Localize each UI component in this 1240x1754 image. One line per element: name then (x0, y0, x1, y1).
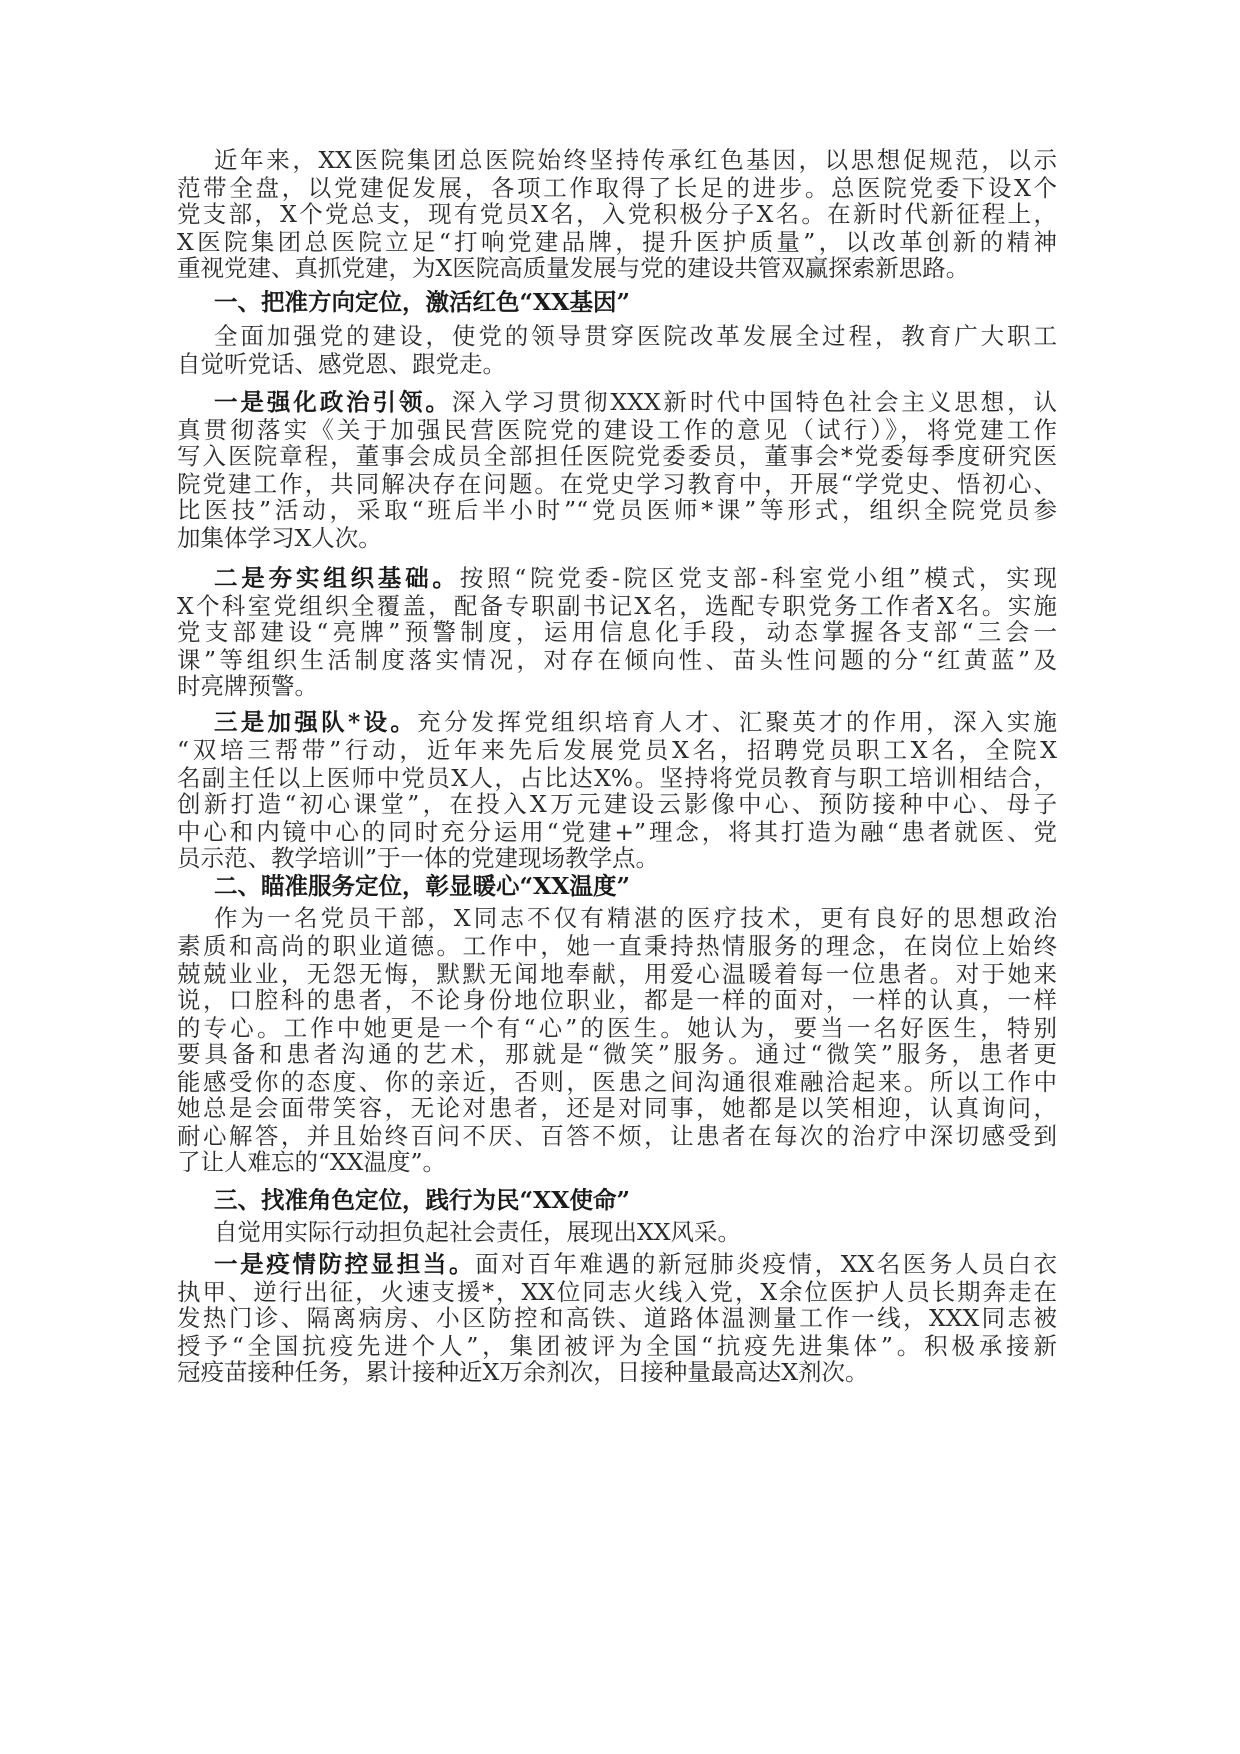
line-text: 说，口腔科的患者，不论身份地位职业，都是一样的面对，一样的认真，一样 (177, 986, 1057, 1014)
paragraph-line (214, 388, 1057, 416)
line-text: 党支部建设“亮牌”预警制度，运用信息化手段，动态掌握各支部“三会一 (177, 618, 1057, 646)
paragraph-line (177, 960, 1057, 988)
line-text: 比医技”活动，采取“班后半小时”“党员医师*课”等形式，组织全院党员参 (177, 496, 1057, 524)
line-text: 一、把准方向定位，激活红色“XX基因” (214, 288, 631, 316)
line-text: 执甲、逆行出征，火速支援*，XX位同志火线入党，X余位医护人员长期奔走在 (177, 1278, 1057, 1306)
paragraph-line (177, 442, 1057, 470)
line-text: 自觉用实际行动担负起社会责任，展现出XX风采。 (214, 1218, 741, 1246)
line-text: 范带全盘，以党建促发展，各项工作取得了长足的进步。总医院党委下设X个 (177, 174, 1057, 202)
line-text: 时亮牌预警。 (177, 672, 318, 700)
section-heading (214, 288, 1057, 316)
line-text: 授予“全国抗疫先进个人”，集团被评为全国“抗疫先进集体”。积极承接新 (177, 1332, 1057, 1360)
paragraph-line (177, 672, 1057, 700)
line-text: 写入医院章程，董事会成员全部担任医院党委委员，董事会*党委每季度研究医 (177, 442, 1057, 470)
line-text: 员示范、教学培训”于一体的党建现场教学点。 (177, 844, 660, 872)
line-text: “双培三帮带”行动，近年来先后发展党员X名，招聘党员职工X名，全院X (177, 736, 1057, 764)
line-text: 深入学习贯彻XXX新时代中国特色社会主义思想，认 (451, 388, 1057, 416)
line-text: 能感受你的态度、你的亲近，否则，医患之间沟通很难融洽起来。所以工作中 (177, 1068, 1057, 1096)
paragraph-lead: 三是加强队*设。 (214, 708, 418, 736)
paragraph-line (214, 708, 1057, 736)
paragraph-line (177, 1094, 1057, 1122)
line-text: 全面加强党的建设，使党的领导贯穿医院改革发展全过程，教育广大职工 (214, 322, 1057, 350)
line-text: 她总是会面带笑容，无论对患者，还是对同事，她都是以笑相迎，认真询问， (177, 1094, 1057, 1122)
line-text: 创新打造“初心课堂”，在投入X万元建设云影像中心、预防接种中心、母子 (177, 790, 1057, 818)
paragraph-line (214, 1218, 1057, 1246)
line-text: 发热门诊、隔离病房、小区防控和高铁、道路体温测量工作一线，XXX同志被 (177, 1304, 1057, 1332)
paragraph-line (177, 618, 1057, 646)
paragraph-line (177, 228, 1057, 256)
paragraph-line (177, 200, 1057, 228)
paragraph-line (214, 904, 1057, 932)
line-text: X医院集团总医院立足“打响党建品牌，提升医护质量”，以改革创新的精神 (177, 228, 1057, 256)
line-text: 近年来，XX医院集团总医院始终坚持传承红色基因，以思想促规范，以示 (214, 146, 1057, 174)
line-text: 党支部，X个党总支，现有党员X名，入党积极分子X名。在新时代新征程上， (177, 200, 1057, 228)
line-text: 面对百年难遇的新冠肺炎疫情，XX名医务人员白衣 (475, 1250, 1057, 1278)
line-text: 加集体学习X人次。 (177, 524, 382, 552)
line-text: 按照“院党委-院区党支部-科室党小组”模式，实现 (459, 564, 1057, 592)
paragraph-line (177, 1040, 1057, 1068)
paragraph-line (177, 764, 1057, 792)
line-text: 二、瞄准服务定位，彰显暖心“XX温度” (214, 872, 631, 900)
paragraph-line (177, 1304, 1057, 1332)
paragraph-line (177, 1122, 1057, 1150)
paragraph-line (177, 1278, 1057, 1306)
paragraph-line (177, 1014, 1057, 1042)
paragraph-line (177, 174, 1057, 202)
paragraph-line (214, 322, 1057, 350)
paragraph-line (177, 524, 1057, 552)
line-text: 冠疫苗接种任务，累计接种近X万余剂次，日接种量最高达X剂次。 (177, 1358, 869, 1386)
line-text: 素质和高尚的职业道德。工作中，她一直秉持热情服务的理念，在岗位上始终 (177, 932, 1057, 960)
paragraph-line (214, 146, 1057, 174)
paragraph-line (177, 470, 1057, 498)
paragraph-line (177, 736, 1057, 764)
paragraph-line (177, 844, 1057, 872)
section-heading (214, 872, 1057, 900)
line-text: 名副主任以上医师中党员X人，占比达X%。坚持将党员教育与职工培训相结合， (177, 764, 1057, 792)
line-text: 三、找准角色定位，践行为民“XX使命” (214, 1186, 631, 1214)
line-text: 了让人难忘的“XX温度”。 (177, 1148, 446, 1176)
line-text: 自觉听党话、感党恩、跟党走。 (177, 350, 506, 378)
paragraph-line (177, 1148, 1057, 1176)
paragraph-line (177, 254, 1057, 282)
line-text: 真贯彻落实《关于加强民营医院党的建设工作的意见（试行）》，将党建工作 (177, 416, 1057, 444)
paragraph-line (177, 818, 1057, 846)
paragraph-line (177, 932, 1057, 960)
line-text: 充分发挥党组织培育人才、汇聚英才的作用，深入实施 (417, 708, 1057, 736)
line-text: 课”等组织生活制度落实情况，对存在倾向性、苗头性问题的分“红黄蓝”及 (177, 646, 1057, 674)
line-text: 作为一名党员干部，X同志不仅有精湛的医疗技术，更有良好的思想政治 (214, 904, 1057, 932)
paragraph-line (177, 1358, 1057, 1386)
paragraph-lead: 一是疫情防控显担当。 (214, 1250, 476, 1278)
line-text: 院党建工作，共同解决存在问题。在党史学习教育中，开展“学党史、悟初心、 (177, 470, 1057, 498)
paragraph-line (177, 416, 1057, 444)
line-text: 兢兢业业，无怨无悔，默默无闻地奉献，用爱心温暖着每一位患者。对于她来 (177, 960, 1057, 988)
line-text: X个科室党组织全覆盖，配备专职副书记X名，选配专职党务工作者X名。实施 (177, 592, 1057, 620)
line-text: 重视党建、真抓党建，为X医院高质量发展与党的建设共管双赢探索新思路。 (177, 254, 970, 282)
paragraph-line (177, 646, 1057, 674)
paragraph-line (214, 1250, 1057, 1278)
paragraph-line (177, 1332, 1057, 1360)
line-text: 中心和内镜中心的同时充分运用“党建+”理念，将其打造为融“患者就医、党 (177, 818, 1057, 846)
paragraph-lead: 二是夯实组织基础。 (214, 564, 460, 592)
paragraph-line (177, 350, 1057, 378)
paragraph-line (177, 986, 1057, 1014)
paragraph-line (177, 790, 1057, 818)
paragraph-line (177, 496, 1057, 524)
section-heading (214, 1186, 1057, 1214)
line-text: 的专心。工作中她更是一个有“心”的医生。她认为，要当一名好医生，特别 (177, 1014, 1057, 1042)
line-text: 要具备和患者沟通的艺术，那就是“微笑”服务。通过“微笑”服务，患者更 (177, 1040, 1057, 1068)
paragraph-lead: 一是强化政治引领。 (214, 388, 452, 416)
paragraph-line (214, 564, 1057, 592)
paragraph-line (177, 1068, 1057, 1096)
line-text: 耐心解答，并且始终百问不厌、百答不烦，让患者在每次的治疗中深切感受到 (177, 1122, 1057, 1150)
paragraph-line (177, 592, 1057, 620)
